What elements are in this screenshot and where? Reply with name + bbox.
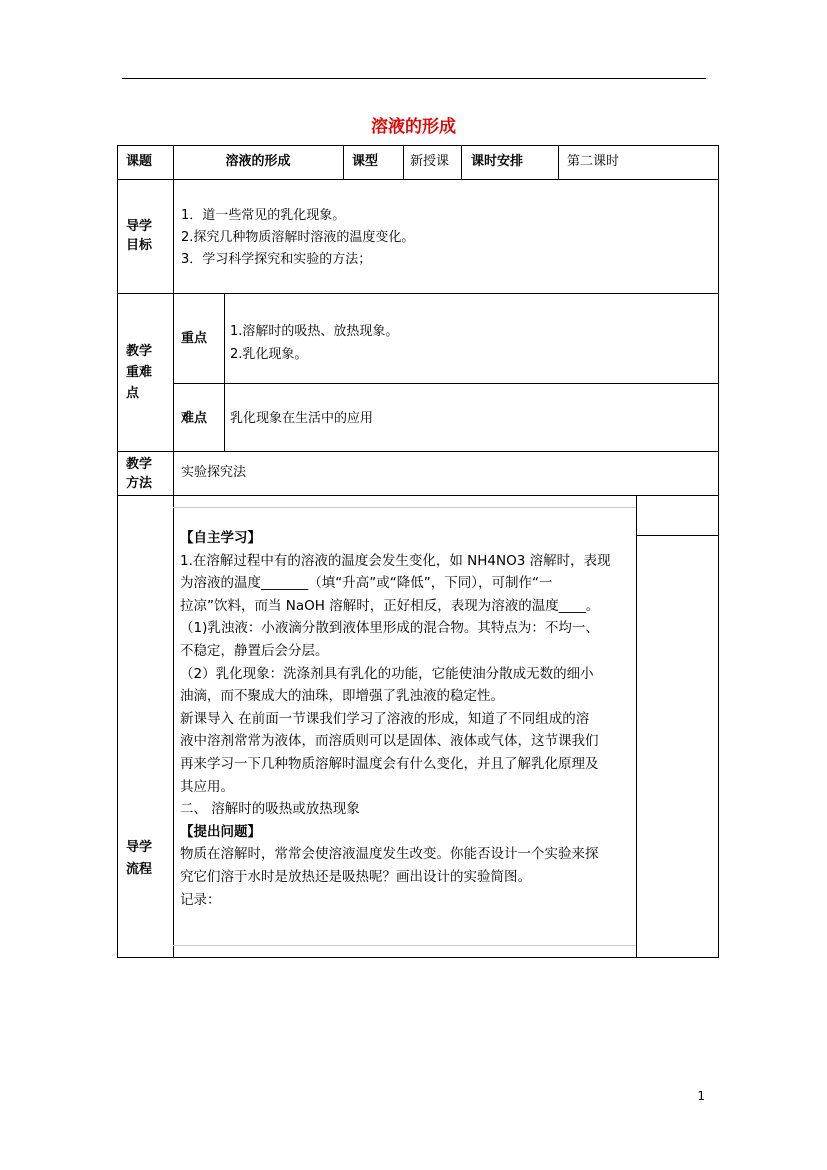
text-line: 油滴，而不聚成大的油珠，即增强了乳浊液的稳定性。 [180, 688, 504, 705]
table-rule [173, 145, 174, 958]
table-rule [173, 383, 719, 384]
text-line: （1)乳浊液：小液滴分散到液体里形成的混合物。其特点为：不均一、 [180, 620, 599, 637]
objectives-list [181, 205, 414, 271]
label-objectives: 导学 目标 [126, 219, 153, 253]
schedule-value: 第二课时 [567, 154, 620, 169]
table-rule [403, 145, 404, 179]
list-item: 2.乳化现象。 [230, 347, 308, 362]
inner-guide [173, 945, 636, 946]
list-item: 1．道一些常见的乳化现象。 [181, 208, 346, 223]
table-rule [117, 495, 719, 496]
label-difficulty: 教学 重难 点 [126, 344, 153, 401]
hard-point-text: 乳化现象在生活中的应用 [230, 411, 374, 426]
text-line: 为溶液的温度_______（填“升高”或“降低”，下同），可制作“一 [180, 575, 553, 592]
text-line: 二、 溶解时的吸热或放热现象 [180, 801, 360, 818]
label-topic: 课题 [126, 154, 153, 169]
label-process: 导学 流程 [126, 840, 153, 877]
section-heading: 【自主学习】 [180, 530, 261, 546]
table-border-bottom [117, 957, 719, 958]
key-point-list [230, 320, 398, 366]
section-heading: 【提出问题】 [180, 823, 261, 840]
text-line: 再来学习一下几种物质溶解时温度会有什么变化，并且了解乳化原理及 [180, 755, 599, 772]
text-line: （2）乳化现象：洗涤剂具有乳化的功能，它能使油分散成无数的细小 [180, 665, 594, 682]
table-rule [636, 535, 719, 536]
label-key-point: 重点 [181, 331, 208, 346]
list-item: 1.溶解时的吸热、放热现象。 [230, 324, 399, 339]
type-value: 新授课 [410, 154, 450, 169]
page-number: 1 [697, 1089, 705, 1103]
label-method: 教学 方法 [126, 457, 153, 491]
header-rule [122, 78, 706, 79]
table-rule [343, 145, 344, 179]
table-rule [636, 495, 637, 958]
text-line: 拉凉”饮料，而当 NaOH 溶解时，正好相反，表现为溶液的温度____。 [180, 597, 600, 614]
label-hard-point: 难点 [181, 411, 208, 426]
text-line: 记录： [180, 891, 221, 908]
list-item: 3．学习科学探究和实验的方法； [181, 252, 372, 267]
table-rule [117, 179, 719, 180]
table-rule [461, 145, 462, 179]
label-schedule: 课时安排 [471, 154, 524, 169]
label-type: 课型 [352, 154, 379, 169]
table-rule [117, 293, 719, 294]
method-text: 实验探究法 [181, 465, 247, 480]
table-border-left [117, 145, 118, 958]
process-content [180, 527, 636, 911]
topic-value: 溶液的形成 [225, 154, 291, 169]
text-line: 究它们溶于水时是放热还是吸热呢？画出设计的实验简图。 [180, 868, 531, 885]
text-line: 新课导入 在前面一节课我们学习了溶液的形成，知道了不同组成的溶 [180, 710, 590, 727]
text-line: 液中溶剂常常为液体，而溶质则可以是固体、液体或气体，这节课我们 [180, 733, 599, 750]
text-line: 不稳定，静置后会分层。 [180, 642, 329, 659]
inner-guide [173, 507, 636, 508]
text-line: 物质在溶解时，常常会使溶液温度发生改变。你能否设计一个实验来探 [180, 846, 599, 863]
page-title: 溶液的形成 [371, 117, 456, 137]
text-line: 1.在溶解过程中有的溶液的温度会发生变化，如 NH4NO3 溶解时，表现 [180, 552, 611, 569]
list-item: 2.探究几种物质溶解时溶液的温度变化。 [181, 230, 415, 245]
table-rule [558, 145, 559, 179]
table-border-right [718, 145, 719, 958]
table-rule [117, 451, 719, 452]
table-rule [224, 293, 225, 451]
text-line: 其应用。 [180, 778, 234, 795]
table-border-top [117, 145, 719, 146]
